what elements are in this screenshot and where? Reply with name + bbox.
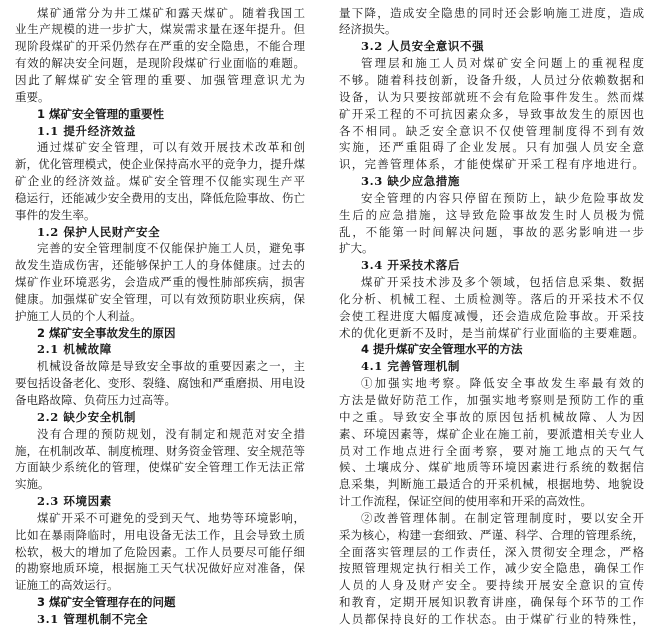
paragraph-line: ②改善管理体制。在制定管理制度时，要以安全开 <box>361 510 644 525</box>
paragraph-line: 健康。加强煤矿安全管理，可以有效预防职业疾病，保 <box>15 291 305 306</box>
paragraph-line: 人员的人身及财产安全。要持续开展安全意识的宣传 <box>339 578 644 593</box>
paragraph-line: 煤矿开采不可避免的受到天气、地势等环境影响， <box>37 510 305 525</box>
intro-paragraph <box>15 5 305 106</box>
paragraph-line: 新，优化管理模式，使企业保持高水平的竞争力，提升煤 <box>15 157 305 172</box>
paragraph-line: 护施工人员的个人利益。 <box>15 308 142 323</box>
subsection-heading: 4.1 完善管理机制 <box>361 359 461 374</box>
paragraph-line: 化分析、机械工程、土质检测等。落后的开采技术不仅 <box>339 291 644 306</box>
subsection-heading: 3.4 开采技术落后 <box>361 258 461 273</box>
paragraph-line: 证施工的高效运行。 <box>15 578 119 593</box>
paragraph-line: 生后的应急措施，这导致危险事故发生时人员极为慌 <box>339 207 644 222</box>
paragraph-line: 松软，极大的增加了危险因素。工作人员要尽可能仔细 <box>15 544 305 559</box>
paragraph-line: 实施，还严重阻碍了企业发展。只有加强人员安全意 <box>339 140 644 155</box>
subsection-heading: 3.2 人员安全意识不强 <box>361 39 485 54</box>
subsection-heading: 1.1 提升经济效益 <box>37 123 137 138</box>
paragraph-line: 会使工程进度大幅度减慢，还会造成危险事故。开采技 <box>339 308 644 323</box>
paragraph-line: 完善的安全管理制度不仅能保护施工人员，避免事 <box>37 241 305 256</box>
paragraph-line: 不够。随着科技创新，设备升级，人员过分依赖数据和 <box>339 72 644 87</box>
paragraph-line: 人员都保持良好的工作状态。由于煤矿行业的特殊性， <box>339 611 644 626</box>
paragraph <box>339 274 644 341</box>
paragraph-line: 机械设备故障是导致安全事故的重要因素之一，主 <box>37 359 305 374</box>
paragraph-line: 有效的解决安全问题，是现阶段煤矿行业面临的难题。 <box>15 56 305 71</box>
paragraph-line: 候、土壤成分、煤矿地质等环境因素进行系统的数据信 <box>339 460 644 475</box>
paragraph-line: 方法是做好防范工作，加强实地考察则是预防工作的重 <box>339 393 644 407</box>
subsection-heading: 2.1 机械故障 <box>37 342 112 357</box>
paragraph <box>15 358 305 409</box>
paragraph-line: 乱，不能第一时间解决问题，事故的恶劣影响进一步 <box>339 224 644 239</box>
paragraph-line: ①加强实地考察。降低安全事故发生率最有效的 <box>361 376 644 391</box>
paragraph-line: 识，完善管理体系，才能使煤矿开采工程有序地进行。 <box>339 157 644 172</box>
paragraph <box>339 375 644 510</box>
paragraph-line: 计工作流程，保证空间的使用率和开采的高效性。 <box>339 494 592 509</box>
paragraph-line: 各不相同。缺乏安全意识不仅使管理制度得不到有效 <box>339 123 644 138</box>
section-heading: 1 煤矿安全管理的重要性 <box>37 106 165 121</box>
paragraph-line: 方面缺少系统化的管理，使煤矿安全管理工作无法正常 <box>15 460 305 475</box>
paragraph-line: 管理层和施工人员对煤矿安全问题上的重视程度 <box>361 56 644 71</box>
right-column <box>339 5 644 628</box>
paragraph-line: 和教育，定期开展知识教育讲座，确保每个环节的工作 <box>339 595 644 610</box>
paragraph <box>15 139 305 223</box>
paragraph-line: 经济损失。 <box>339 22 397 37</box>
paragraph-line: 重要。 <box>15 89 50 104</box>
paragraph-line: 煤矿通常分为井工煤矿和露天煤矿。随着我国工 <box>37 5 305 20</box>
paragraph-line: 安全管理的内容只停留在预防上，缺少危险事故发 <box>361 190 644 205</box>
subsection-heading: 2.2 缺少安全机制 <box>37 409 137 424</box>
paragraph <box>339 55 644 173</box>
paragraph <box>15 426 305 493</box>
paragraph-line: 没有合理的预防规划，没有制定和规范对安全措 <box>37 426 305 441</box>
paragraph-line: 要包括设备老化、变形、裂缝、腐蚀和严重磨损、用电设 <box>15 376 305 391</box>
subsection-heading: 1.2 保护人民财产安全 <box>37 224 161 239</box>
paragraph-line: 术的优化更新不及时，是当前煤矿行业面临的主要难题。 <box>339 325 644 340</box>
paragraph-line: 实施。 <box>15 477 50 492</box>
section-heading: 2 煤矿安全事故发生的原因 <box>37 325 176 340</box>
paragraph-line: 设备，认为只要按部就班不会有危险事件发生。然而煤 <box>339 89 644 104</box>
paragraph <box>15 510 305 594</box>
paragraph-line: 现阶段煤矿的开采仍然存在严重的安全隐患，不能合理 <box>15 39 305 54</box>
paragraph-line: 事件的发生率。 <box>15 207 96 222</box>
paragraph-line: 按照管理规定执行相关工作，减少安全隐患，确保工作 <box>339 561 644 576</box>
paragraph-line: 息采集，判断施工最适合的开采机械，根据地势、地貌设 <box>339 477 644 492</box>
section-heading: 3 煤矿安全管理存在的问题 <box>37 595 176 610</box>
paragraph-line: 业生产规模的进一步扩大，煤炭需求量在逐年提升。但 <box>15 22 305 37</box>
paragraph-line: 备电路故障、负荷压力过高等。 <box>15 393 176 407</box>
paragraph-line: 采为核心，构建一套细致、严谨、科学、合理的管理系统， <box>339 527 644 542</box>
paragraph-line: 矿开采工程的不可抗因素众多，导致事故发生的原因也 <box>339 106 644 121</box>
paragraph-line: 的勘察地质环境，根据施工天气状况做好应对准备，保 <box>15 561 305 576</box>
paragraph-line: 通过煤矿安全管理，可以有效开展技术改革和创 <box>37 140 305 155</box>
paragraph-line: 比如在暴雨降临时，用电设备无法工作，且会导致土质 <box>15 527 305 542</box>
paragraph-line: 故发生造成伤害，还能够保护工人的身体健康。过去的 <box>15 258 305 273</box>
paragraph-line: 矿企业的经济效益。煤矿安全管理不仅能实现生产平 <box>15 174 305 189</box>
paragraph-continued <box>339 5 644 39</box>
paragraph-line: 扩大。 <box>339 241 374 256</box>
section-heading: 4 提升煤矿安全管理水平的方法 <box>361 342 523 357</box>
paragraph-line: 量下降，造成安全隐患的同时还会影响施工进度，造成 <box>339 5 644 20</box>
paragraph <box>339 190 644 257</box>
paragraph-line: 施，在机制改革、制度梳理、财务资金管理、安全规范等 <box>15 443 305 458</box>
paragraph <box>339 510 644 628</box>
paragraph-line: 素、环境因素等，煤矿企业在施工前，要派遣相关专业人 <box>339 426 644 441</box>
paragraph <box>15 240 305 324</box>
subsection-heading: 2.3 环境因素 <box>37 494 112 509</box>
subsection-heading: 3.1 管理机制不完全 <box>37 611 149 626</box>
paragraph-line: 因此了解煤矿安全管理的重要、加强管理意识尤为 <box>15 72 305 87</box>
paragraph-line: 煤矿作业环境恶劣，会造成严重的慢性肺部疾病，损害 <box>15 275 305 290</box>
left-column <box>15 5 305 628</box>
paragraph-line: 中之重。导致安全事故的原因包括机械故障、人为因 <box>339 409 644 424</box>
subsection-heading: 3.3 缺少应急措施 <box>361 174 461 189</box>
paragraph-line: 全面落实管理层的工作责任，深入贯彻安全理念，严格 <box>339 544 644 559</box>
paragraph-line: 稳运行，还能减少安全费用的支出，降低危险事故、伤亡 <box>15 190 305 205</box>
paragraph-line: 煤矿开采技术涉及多个领域，包括信息采集、数据 <box>361 275 644 290</box>
paragraph-line: 员对工作地点进行全面考察，要对施工地点的天气气 <box>339 443 644 458</box>
